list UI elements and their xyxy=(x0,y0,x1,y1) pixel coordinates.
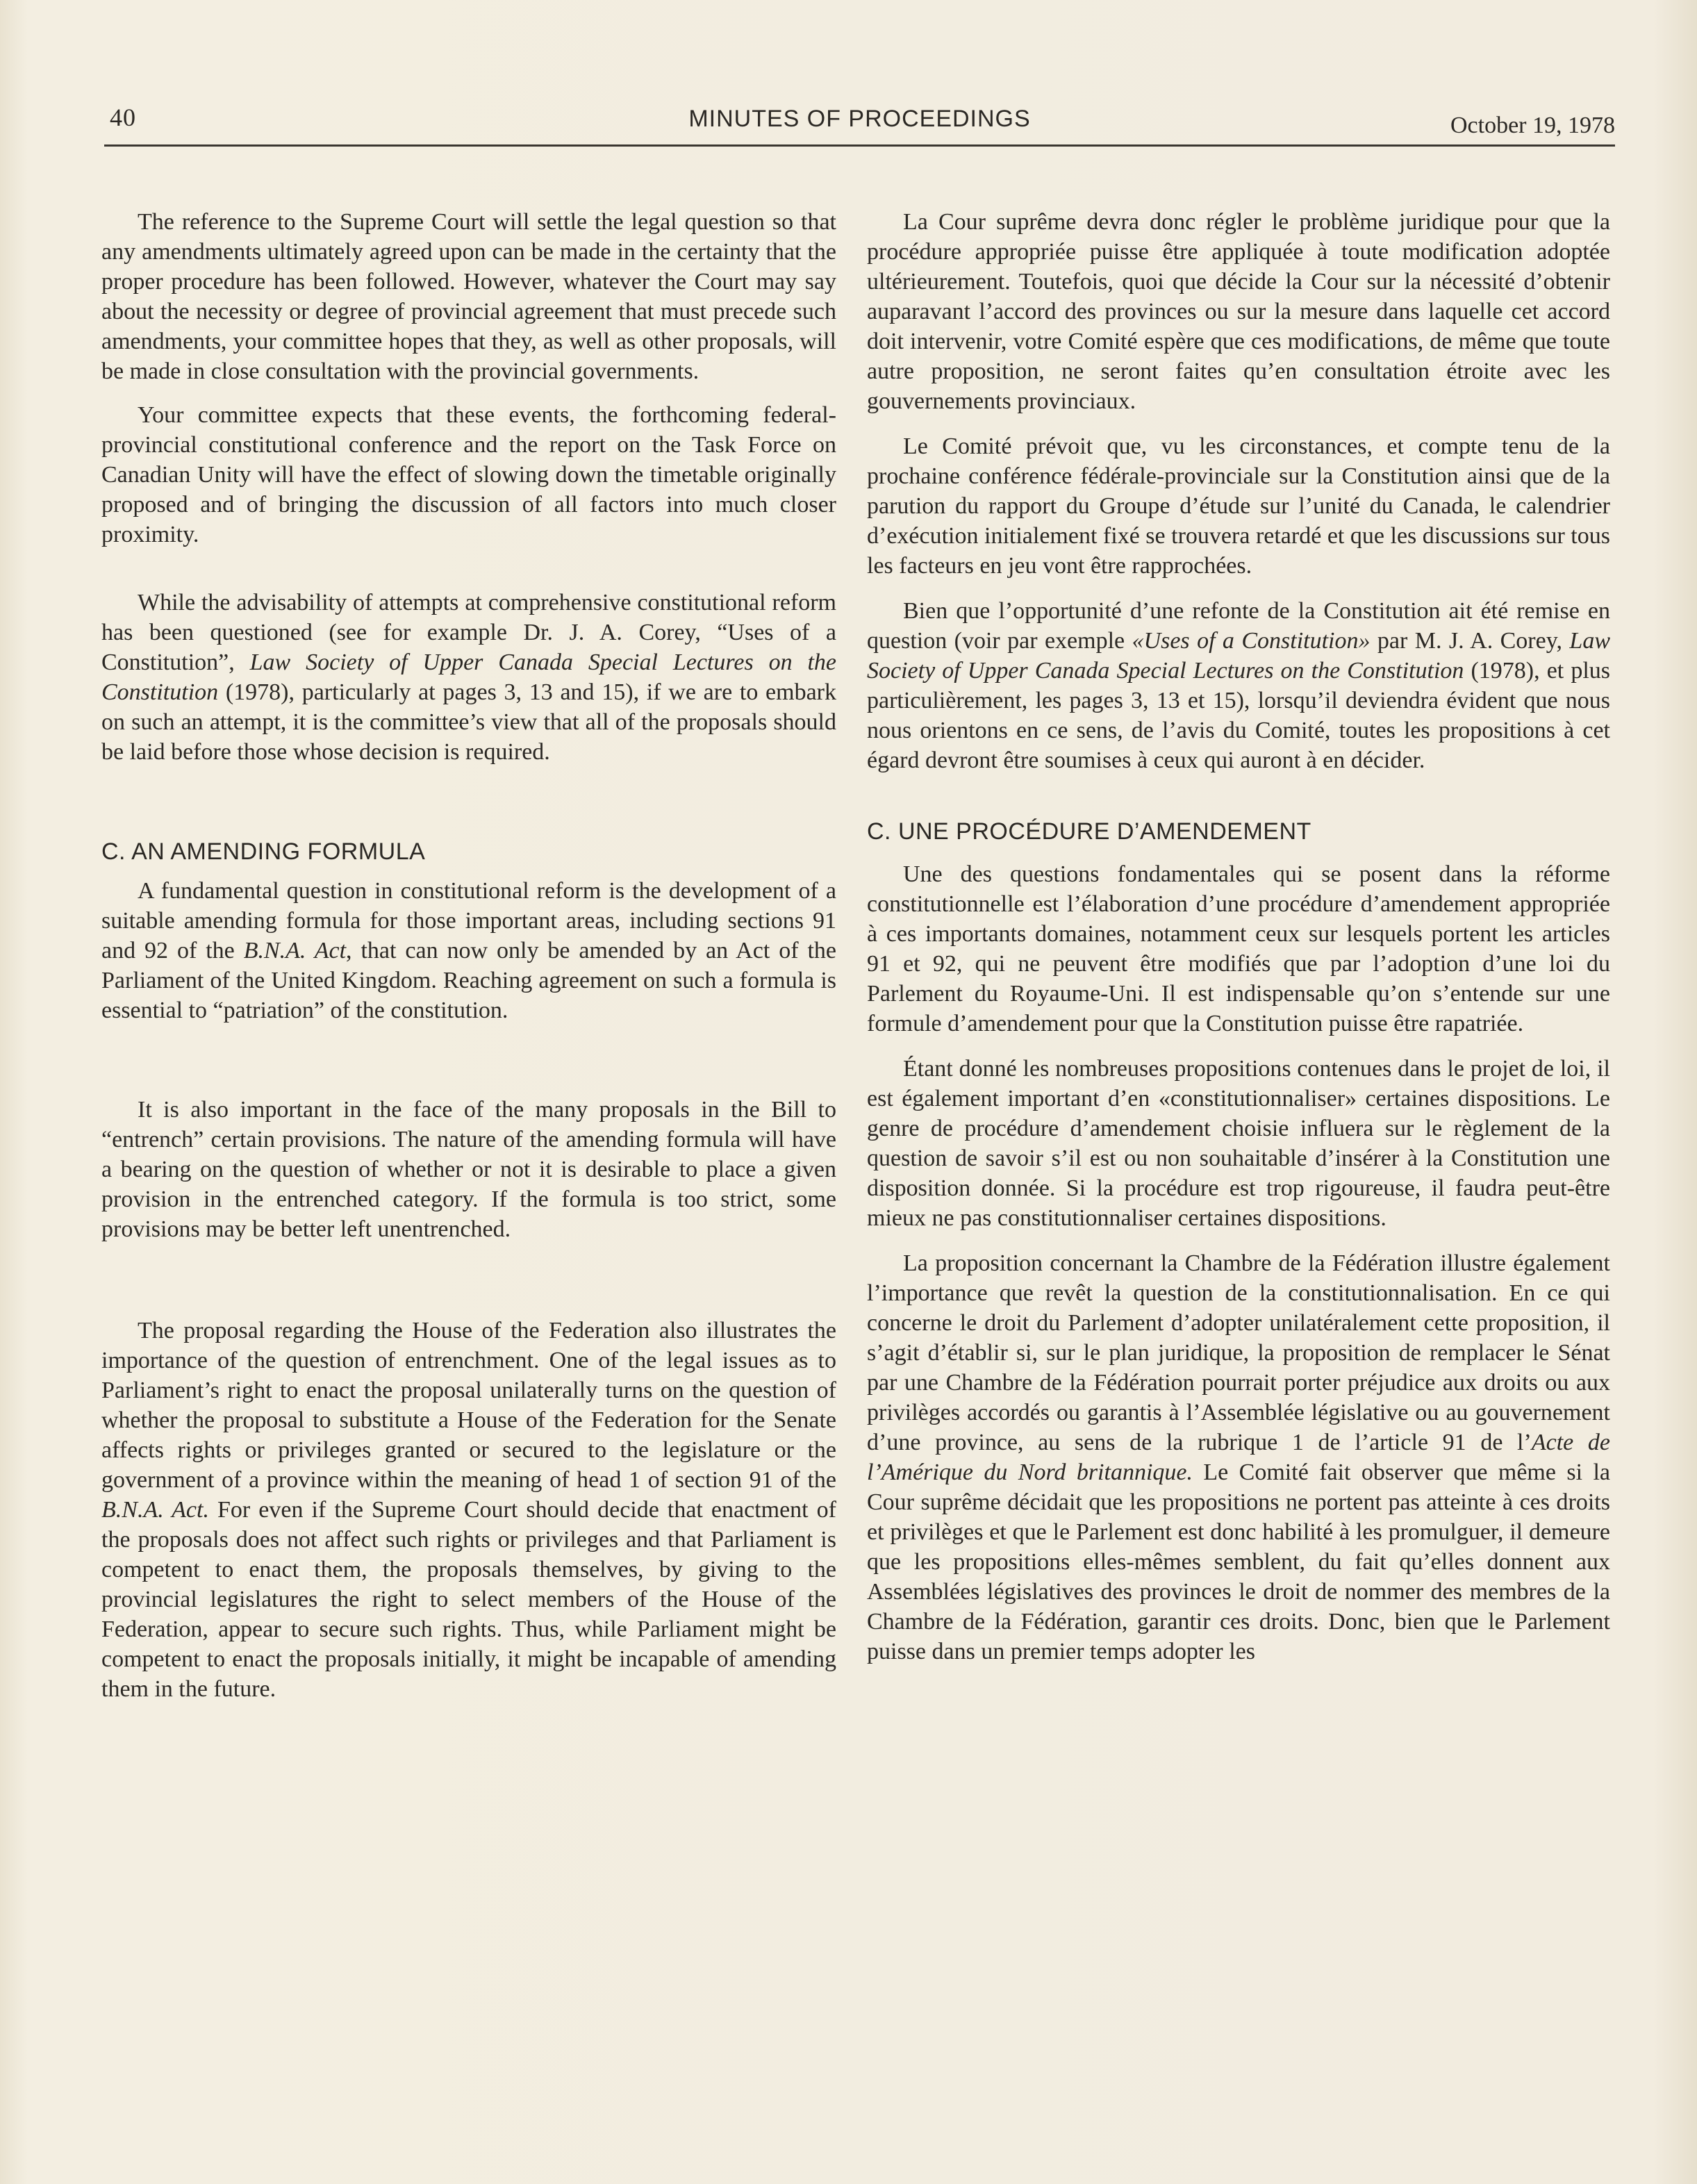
en-paragraph-2: Your committee expects that these events, the forthcoming federal-provincial constitutional conference and the report on the Task Force on Canadian Unity will have the effect of slowing down the timetable originally proposed and of bringing the discussion of all factors into much closer proximity. xyxy=(101,402,836,547)
fr-section-heading: C. UNE PROCÉDURE D’AMENDEMENT xyxy=(867,818,1311,845)
en-section-heading: C. AN AMENDING FORMULA xyxy=(101,838,426,865)
en-paragraph-5: It is also important in the face of the many proposals in the Bill to “entrench” certain provisions. The nature of the amending formula will have a bearing on the question of whether or not it is desirable to place a given provision in the entrenched category. If the formula is too strict, some provisions may be better left unentrenched. xyxy=(101,1097,836,1242)
en-paragraph-4: A fundamental question in constitutional reform is the development of a suitable amending formula for those important areas, including sections 91 and 92 of the B.N.A. Act, that can now only be amended by an Act of the Parliament of the United Kingdom. Reaching agreement on such a formula is essential to “patriation” of the constitution. xyxy=(101,878,836,1023)
fr-paragraph-5: Étant donné les nombreuses propositions contenues dans le projet de loi, il est également important d’en «constitutionnaliser» certaines dispositions. Le genre de procédure d’amendement choisie influera sur le règlement de la question de savoir s’il est ou non souhaitable d’insérer à la Constitution une disposition donnée. Si la procédure est trop rigoureuse, il faudra peut-être mieux ne pas constitutionnaliser certaines dispositions. xyxy=(867,1056,1610,1231)
page-header xyxy=(104,103,1615,147)
en-paragraph-6: The proposal regarding the House of the Federation also illustrates the importance of the question of entrenchment. One of the legal issues as to Parliament’s right to enact the proposal unilaterally turns on the question of whether the proposal to substitute a House of the Federation for the Senate affects rights or privileges granted or secured to the legislature or the government of a province within the meaning of head 1 of section 91 of the B.N.A. Act. For even if the Supreme Court should decide that enactment of the proposals does not affect such rights or privileges and that Parliament is competent to enact them, the proposals themselves, by giving to the provincial legislatures the right to select members of the House of the Federation, appear to secure such rights. Thus, while Parliament might be competent to enact the proposals initially, it might be incapable of amending them in the future. xyxy=(101,1318,836,1702)
english-column xyxy=(101,207,836,1704)
fr-paragraph-2: Le Comité prévoit que, vu les circonstances, et compte tenu de la prochaine conférence fédérale-provinciale sur la Constitution ainsi que de la parution du rapport du Groupe d’étude sur l’unité du Canada, le calendrier d’exécution initialement fixé se trouvera retardé et que les discussions sur tous les facteurs en jeu vont être rapprochées. xyxy=(867,433,1610,579)
fr-paragraph-6: La proposition concernant la Chambre de la Fédération illustre également l’importance que revêt la question de la constitutionnalisation. En ce qui concerne le droit du Parlement d’adopter unilatéralement cette proposition, il s’agit d’établir si, sur le plan juridique, la proposition de remplacer le Sénat par une Chambre de la Fédération pourrait porter préjudice aux droits ou aux privilèges accordés ou garantis à l’Assemblée législative ou au gouvernement d’une province, au sens de la rubrique 1 de l’article 91 de l’Acte de l’Amérique du Nord britannique. Le Comité fait observer que même si la Cour suprême décidait que les propositions ne portent pas atteinte à ces droits et privilèges et que le Parlement est donc habilité à les promulguer, il demeure que les propositions elles-mêmes semblent, du fait qu’elles donnent aux Assemblées législatives des provinces le droit de nommer des membres de la Chambre de la Fédération, garantir ces droits. Donc, bien que le Parlement puisse dans un premier temps adopter les xyxy=(867,1250,1610,1664)
running-title: MINUTES OF PROCEEDINGS xyxy=(688,106,1031,132)
en-paragraph-3: While the advisability of attempts at comprehensive constitutional reform has been questioned (see for example Dr. J. A. Corey, “Uses of a Constitution”, Law Society of Upper Canada Special Lectures on the Constitution (1978), particularly at pages 3, 13 and 15), if we are to embark on such an attempt, it is the committee’s view that all of the proposals should be laid before those whose decision is required. xyxy=(101,590,836,765)
fr-paragraph-4: Une des questions fondamentales qui se posent dans la réforme constitutionnelle est l’élaboration d’une procédure d’amendement appropriée à ces importants domaines, notamment ceux sur lesquels portent les articles 91 et 92, qui ne peuvent être modifiés que par l’adoption d’une loi du Parlement du Royaume-Uni. Il est indispensable qu’on s’entende sur une formule d’amendement pour que la Constitution puisse être rapatriée. xyxy=(867,861,1610,1036)
en-paragraph-1: The reference to the Supreme Court will settle the legal question so that any amendments ultimately agreed upon can be made in the certainty that the proper procedure has been followed. However, whatever the Court may say about the necessity or degree of provincial agreement that must precede such amendments, your committee hopes that they, as well as other proposals, will be made in close consultation with the provincial governments. xyxy=(101,209,836,384)
page-number: 40 xyxy=(110,104,136,131)
fr-paragraph-1: La Cour suprême devra donc régler le problème juridique pour que la procédure appropriée puisse être appliquée à toute modification adoptée ultérieurement. Toutefois, quoi que décide la Cour sur la nécessité d’obtenir auparavant l’accord des provinces ou sur la mesure dans laquelle cet accord doit intervenir, votre Comité espère que ces modifications, de même que toute autre proposition, ne seront faites qu’en consultation étroite avec les gouvernements provinciaux. xyxy=(867,209,1610,414)
fr-paragraph-3: Bien que l’opportunité d’une refonte de la Constitution ait été remise en question (voir par exemple «Uses of a Constitution» par M. J. A. Corey, Law Society of Upper Canada Special Lectures on the Constitution (1978), et plus particulièrement, les pages 3, 13 et 15), lorsqu’il deviendra évident que nous nous orientons en ce sens, de l’avis du Comité, toutes les propositions à cet égard devront être soumises à ceux qui auront à en décider. xyxy=(867,598,1611,773)
header-date: October 19, 1978 xyxy=(1450,113,1615,138)
french-column xyxy=(867,207,1610,1666)
